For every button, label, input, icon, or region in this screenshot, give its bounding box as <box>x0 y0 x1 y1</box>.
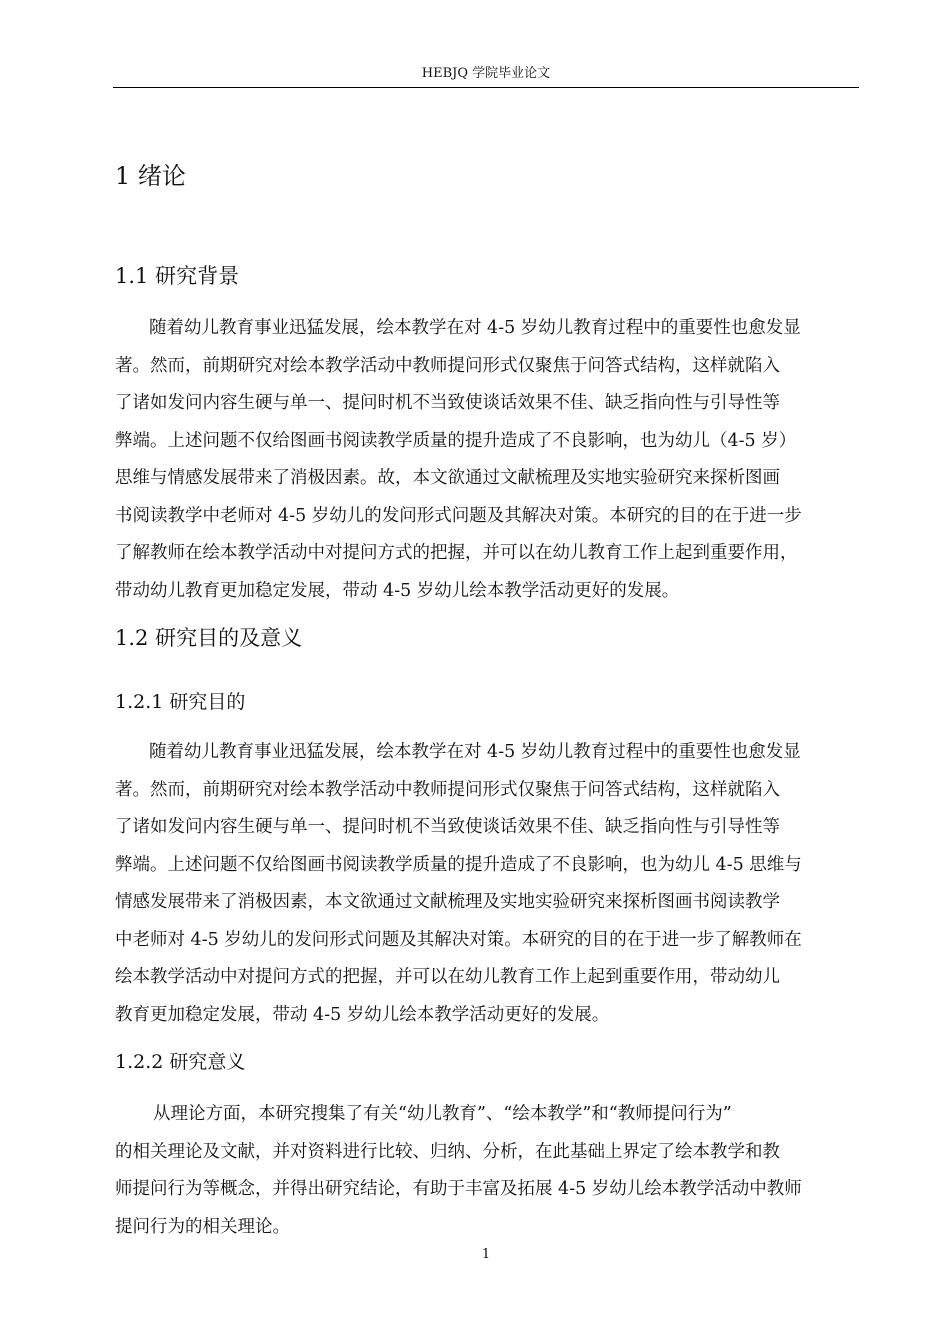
paragraph-line: 情感发展带来了消极因素，本文欲通过文献梳理及实地实验研究来探析图画书阅读教学 <box>115 892 780 912</box>
subsection-title-meaning: 1.2.2 研究意义 <box>115 1051 246 1073</box>
paragraph-line: 了诸如发问内容生硬与单一、提问时机不当致使谈话效果不佳、缺乏指向性与引导性等 <box>115 393 780 413</box>
chapter-title: 1 绪论 <box>115 162 186 190</box>
paragraph-line: 提问行为的相关理论。 <box>115 1216 290 1237</box>
paragraph-line: 教育更加稳定发展，带动 4-5 岁幼儿绘本教学活动更好的发展。 <box>115 1004 610 1025</box>
section-title-background: 1.1 研究背景 <box>115 264 240 288</box>
paragraph-purpose <box>115 734 802 1034</box>
subsection-title-purpose: 1.2.1 研究目的 <box>115 691 246 713</box>
header-divider <box>113 87 859 88</box>
paragraph-line: 弊端。上述问题不仅给图画书阅读教学质量的提升造成了不良影响，也为幼儿（4-5 岁） <box>115 430 797 451</box>
paragraph-line: 著。然而，前期研究对绘本教学活动中教师提问形式仅聚焦于问答式结构，这样就陷入 <box>115 355 780 376</box>
paragraph-line: 的相关理论及文献，并对资料进行比较、归纳、分析，在此基础上界定了绘本教学和教 <box>115 1141 780 1162</box>
paragraph-line: 著。然而，前期研究对绘本教学活动中教师提问形式仅聚焦于问答式结构，这样就陷入 <box>115 779 780 800</box>
paragraph-meaning <box>115 1096 802 1246</box>
paragraph-line: 绘本教学活动中对提问方式的把握，并可以在幼儿教育工作上起到重要作用，带动幼儿 <box>115 967 780 987</box>
paragraph-line: 随着幼儿教育事业迅猛发展，绘本教学在对 4-5 岁幼儿教育过程中的重要性也愈发显 <box>149 742 801 762</box>
paragraph-line: 思维与情感发展带来了消极因素。故，本文欲通过文献梳理及实地实验研究来探析图画 <box>115 468 780 488</box>
paragraph-line: 从理论方面，本研究搜集了有关“幼儿教育”、“绘本教学”和“教师提问行为” <box>153 1104 732 1124</box>
section-title-purpose-and-meaning: 1.2 研究目的及意义 <box>115 626 303 650</box>
paragraph-line: 弊端。上述问题不仅给图画书阅读教学质量的提升造成了不良影响，也为幼儿 4-5 思维与 <box>115 854 802 875</box>
paragraph-line: 了诸如发问内容生硬与单一、提问时机不当致使谈话效果不佳、缺乏指向性与引导性等 <box>115 817 780 837</box>
paragraph-line: 随着幼儿教育事业迅猛发展，绘本教学在对 4-5 岁幼儿教育过程中的重要性也愈发显 <box>149 318 801 338</box>
paragraph-line: 书阅读教学中老师对 4-5 岁幼儿的发问形式问题及其解决对策。本研究的目的在于进一步 <box>115 505 802 526</box>
page-number: 1 <box>481 1247 491 1262</box>
paragraph-line: 中老师对 4-5 岁幼儿的发问形式问题及其解决对策。本研究的目的在于进一步了解教师在 <box>115 929 802 950</box>
paragraph-line: 师提问行为等概念，并得出研究结论，有助于丰富及拓展 4-5 岁幼儿绘本教学活动中教师 <box>115 1179 802 1199</box>
paragraph-background <box>115 310 802 610</box>
paragraph-line: 了解教师在绘本教学活动中对提问方式的把握，并可以在幼儿教育工作上起到重要作用， <box>115 543 798 563</box>
page-header: HEBJQ 学院毕业论文 <box>421 66 551 81</box>
paragraph-line: 带动幼儿教育更加稳定发展，带动 4-5 岁幼儿绘本教学活动更好的发展。 <box>115 580 680 601</box>
